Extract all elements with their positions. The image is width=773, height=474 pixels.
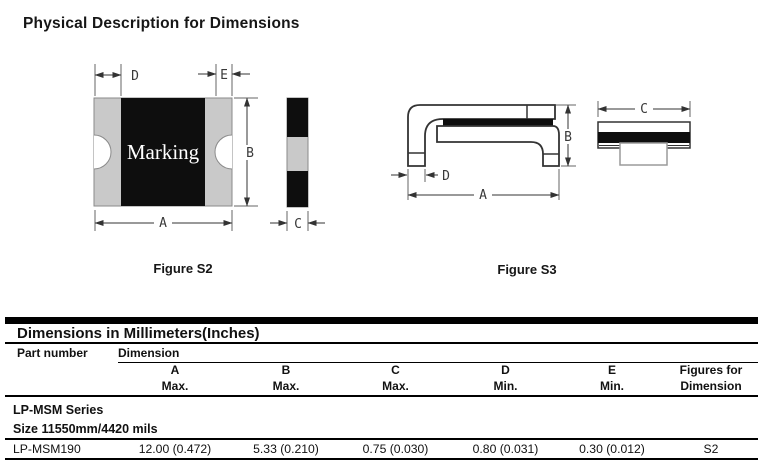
subcol-a-max: Max.: [161, 379, 189, 393]
s2-dim-b-label: B: [246, 146, 254, 161]
s3-dim-d-label: D: [442, 169, 450, 184]
size-label: Size 11550mm/4420 mils: [5, 418, 758, 440]
col-header-a: A: [170, 363, 180, 377]
s2-dim-c-label: C: [294, 217, 302, 232]
series-label: LP-MSM Series: [13, 403, 104, 417]
figure-s2-caption: Figure S2: [153, 261, 213, 276]
figure-s2-drawing: [94, 64, 325, 232]
col-header-d: D: [501, 363, 510, 377]
subcol-d-min: Min.: [493, 379, 518, 393]
col-header-b: B: [281, 363, 291, 377]
s3-dim-c-label: C: [640, 102, 648, 117]
table-row: [5, 440, 758, 460]
col-header-c: C: [391, 363, 400, 377]
s3-dim-b-label: B: [564, 130, 572, 145]
dimensions-table: [5, 317, 758, 460]
s2-dim-d-label: D: [131, 69, 139, 84]
col-header-figures-for: Figures for: [679, 363, 743, 377]
s2-dim-d-extensions: [95, 64, 121, 96]
s2-marking-label: Marking: [126, 140, 200, 164]
s2-dim-e-label: E: [220, 68, 228, 83]
header-spacer: [5, 379, 118, 395]
s3-end-view: [598, 101, 690, 165]
s3-dim-a-label: A: [479, 188, 487, 203]
row-dim-d: 0.80 (0.031): [472, 442, 539, 456]
table-header-row-3: [5, 379, 758, 397]
s2-side-view-bottom-electrode: [287, 171, 308, 207]
row-figure-ref: S2: [703, 442, 719, 456]
table-header-row-1: [5, 344, 758, 362]
col-header-e: E: [607, 363, 616, 377]
row-dim-e: 0.30 (0.012): [579, 442, 645, 456]
s2-dim-a-label: A: [159, 216, 167, 231]
row-part-number: LP-MSM190: [13, 442, 81, 456]
subcol-e-min: Min.: [600, 379, 624, 393]
table-header-row-2: [5, 362, 758, 379]
page-title: Physical Description for Dimensions: [23, 15, 300, 32]
s3-body-and-right-foot: [437, 126, 559, 166]
subcol-c-max: Max.: [382, 379, 409, 393]
table-top-rule: [5, 317, 758, 324]
figure-s3-drawing: [391, 101, 690, 203]
part-number-header: Part number: [17, 346, 88, 360]
dimension-header: Dimension: [118, 344, 758, 363]
row-dim-a: 12.00 (0.472): [138, 442, 212, 456]
s3-ptc-element-bar: [443, 119, 553, 126]
figure-s3-caption: Figure S3: [497, 262, 557, 277]
row-dim-b: 5.33 (0.210): [253, 442, 319, 456]
subcol-b-max: Max.: [272, 379, 300, 393]
row-dim-c: 0.75 (0.030): [362, 442, 429, 456]
s3-end-view-element-stripe: [598, 132, 690, 143]
s3-end-view-lead-foot: [620, 143, 667, 165]
table-title: Dimensions in Millimeters(Inches): [5, 324, 758, 344]
s2-side-view-top-electrode: [287, 98, 308, 137]
subcol-figures-dimension: Dimension: [680, 379, 742, 393]
header-spacer: [5, 362, 118, 379]
